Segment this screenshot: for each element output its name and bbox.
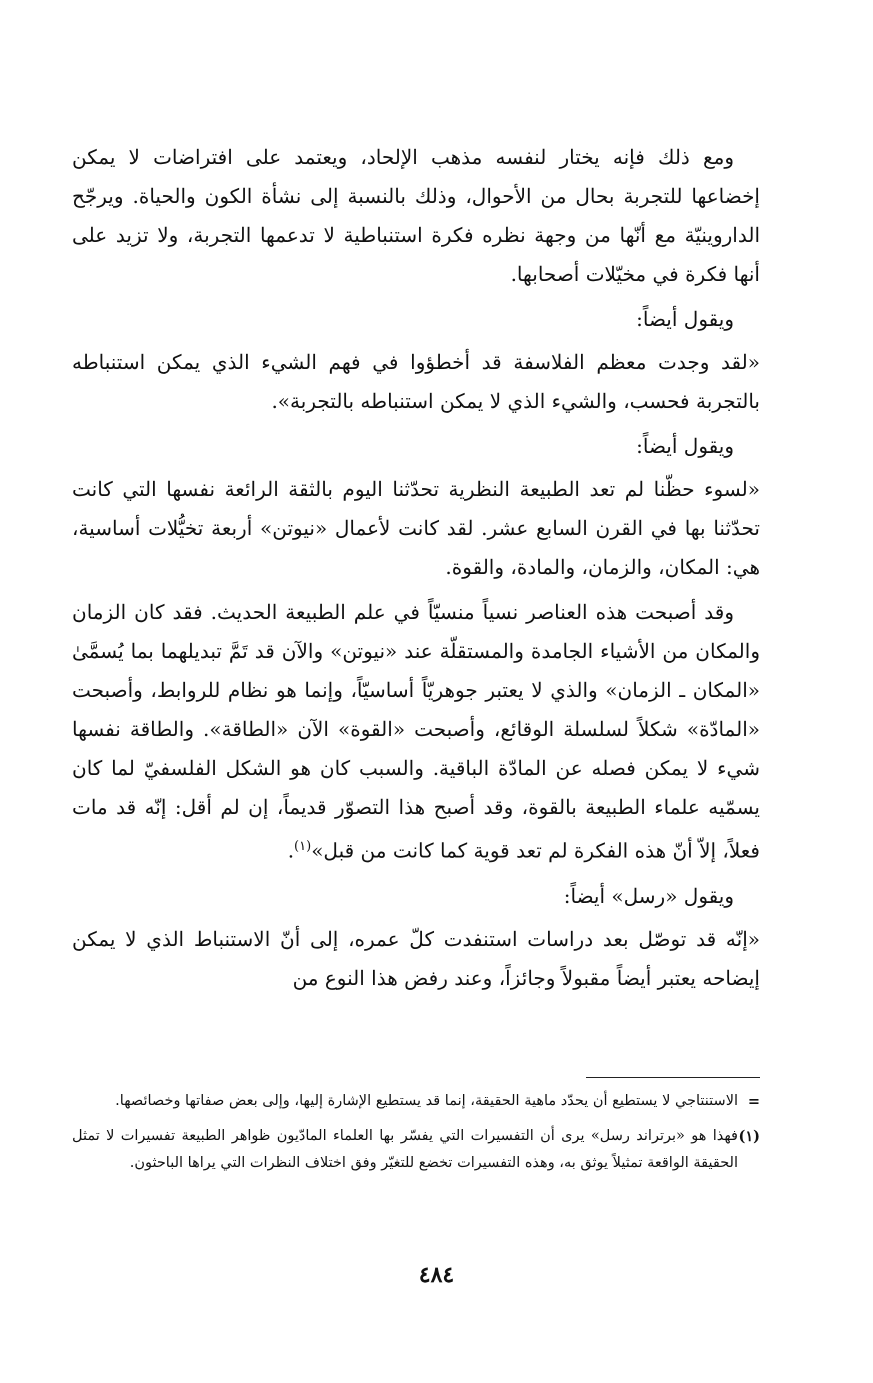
paragraph-2-end: . [287, 838, 295, 863]
footnote-divider [586, 1077, 760, 1078]
quote-intro-3: ويقول «رسل» أيضاً: [563, 883, 734, 908]
footnotes [72, 1088, 760, 1185]
footnote-1 [72, 1123, 760, 1177]
footnote-continuation [72, 1088, 760, 1115]
footnote-continuation-marker: = [747, 1093, 760, 1110]
page-number: ٤٨٤ [418, 1262, 455, 1288]
quote-1: «لقد وجدت معظم الفلاسفة قد أخطؤوا في فهم الشيء الذي يمكن استنباطه بالتجربة فحسب، والشيء الذي لا يمكن استنباطه بالتجربة». [72, 350, 760, 413]
footnote-1-text: فهذا هو «برتراند رسل» يرى أن التفسيرات التي يفسّر بها العلماء المادّيون ظواهر الطبيعة تفسيرات لا تمثل الحقيقة الواقعة تمثيلاً يوثق به، وهذه التفسيرات تخضع للتغيّر وفق اختلاف النظرات التي يراها الباحثون. [72, 1128, 738, 1171]
paragraph-2 [72, 593, 760, 871]
paragraph-1: ومع ذلك فإنه يختار لنفسه مذهب الإلحاد، ويعتمد على افتراضات لا يمكن إخضاعها للتجربة بحال من الأحوال، وذلك بالنسبة إلى نشأة الكون والحياة. ويرجّح الداروينيّة مع أنّها من وجهة نظره فكرة استنباطية لا تدعمها التجربة، ولا تزيد على أنها فكرة في مخيّلات أصحابها. [72, 145, 760, 286]
quote-intro-1: ويقول أيضاً: [636, 307, 734, 331]
footnote-1-marker: (١) [738, 1128, 760, 1145]
footnote-continuation-text: الاستنتاجي لا يستطيع أن يحدّد ماهية الحقيقة، إنما قد يستطيع الإشارة إليها، وإلى بعض صفاتها وخصائصها. [115, 1093, 738, 1109]
quote-3: «إنّه قد توصّل بعد دراسات استنفدت كلّ عمره، إلى أنّ الاستنباط الذي لا يمكن إيضاحه يعتبر أيضاً مقبولاً وجائزاً، وعند رفض هذا النوع من [72, 926, 760, 990]
quote-intro-2: ويقول أيضاً: [636, 434, 734, 458]
paragraph-2-text: وقد أصبحت هذه العناصر نسياً منسيّاً في علم الطبيعة الحديث. فقد كان الزمان والمكان من الأشياء الجامدة والمستقلّة عند «نيوتن» والآن قد تَمَّ تبديلهما بما يُسمَّىٰ «المكان ـ الزمان» والذي لا يعتبر جوهريّاً أساسيّاً، وإنما هو نظام للروابط، وأصبحت «المادّة» شكلاً لسلسلة الوقائع، وأصبحت «القوة» الآن «الطاقة». والطاقة نفسها شيء لا يمكن فصله عن المادّة الباقية. والسبب كان هو الشكل الفلسفيّ لما كان يسمّيه علماء الطبيعة بالقوة، وقد أصبح هذا التصوّر قديماً، إن لم أقل: إنّه قد مات فعلاً، إلاّ أنّ هذه الفكرة لم تعد قوية كما كانت من قبل» [72, 600, 760, 863]
main-text [72, 138, 760, 1004]
quote-2: «لسوء حظّنا لم تعد الطبيعة النظرية تحدّثنا اليوم بالثقة الرائعة نفسها التي كانت تحدّثنا بها في القرن السابع عشر. لقد كانت لأعمال «نيوتن» أربعة تخيُّلات أساسية، هي: المكان، والزمان، والمادة، والقوة. [72, 477, 760, 579]
footnote-reference-1: (١) [294, 839, 312, 854]
